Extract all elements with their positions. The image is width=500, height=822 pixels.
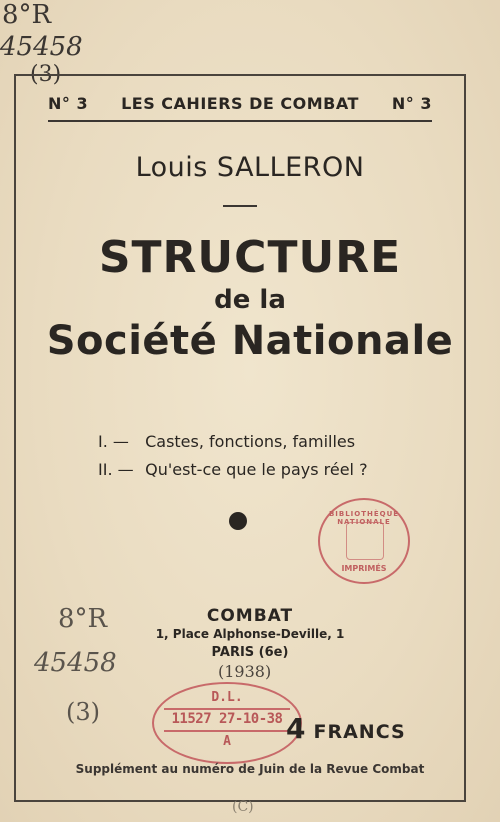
series-header — [48, 94, 432, 113]
price — [286, 712, 406, 745]
legal-deposit-label: D.L. — [211, 690, 243, 705]
title-line1: STRUCTURE — [98, 232, 402, 283]
library-stamp-bottom-text: IMPRIMÉS — [341, 564, 387, 573]
table-of-contents — [98, 428, 368, 484]
stamp-rule — [164, 730, 290, 732]
author-dash — [223, 205, 257, 207]
stamp-rule — [164, 708, 290, 710]
legal-deposit-letter: A — [223, 734, 231, 749]
publisher-address: 1, Place Alphonse-Deville, 1 — [155, 627, 345, 641]
contents-item — [98, 456, 368, 484]
title-line3: Société Nationale — [46, 318, 454, 364]
supplement-note: Supplément au numéro de Juin de la Revue Combat — [75, 762, 425, 776]
ornament-dot — [229, 512, 247, 530]
call-number-top-line1: 8°R — [2, 0, 52, 30]
legal-deposit-number: 11527 27-10-38 — [171, 711, 283, 727]
call-number-side-line1: 8°R — [58, 604, 108, 634]
contents-number: I. — — [98, 432, 129, 451]
legal-deposit-stamp — [152, 682, 302, 764]
price-amount: 4 — [286, 712, 306, 745]
publisher-name: COMBAT — [206, 606, 294, 626]
call-number-top-line2: 45458 — [0, 32, 83, 62]
library-stamp-top-text: BIBLIOTHÈQUE NATIONALE — [328, 510, 400, 526]
year-note: (1938) — [218, 662, 272, 681]
footer-mark: (C) — [232, 799, 254, 815]
series-number-right: N° 3 — [391, 94, 432, 113]
publisher-city: PARIS (6e) — [211, 645, 289, 660]
header-rule — [48, 120, 432, 122]
call-number-side-line3: (3) — [66, 698, 100, 726]
author-name: Louis SALLERON — [135, 152, 365, 183]
series-title: LES CAHIERS DE COMBAT — [121, 94, 359, 113]
library-stamp — [318, 498, 410, 584]
contents-text: Qu'est-ce que le pays réel ? — [145, 460, 368, 479]
call-number-side-line2: 45458 — [34, 648, 117, 678]
library-stamp-emblem — [346, 522, 384, 560]
contents-number: II. — — [98, 460, 134, 479]
contents-text: Castes, fonctions, familles — [145, 432, 356, 451]
contents-item — [98, 428, 368, 456]
title-line2: de la — [214, 285, 286, 315]
call-number-top-line3: (3) — [30, 62, 62, 87]
price-unit: FRANCS — [313, 721, 406, 743]
series-number-left: N° 3 — [48, 94, 89, 113]
